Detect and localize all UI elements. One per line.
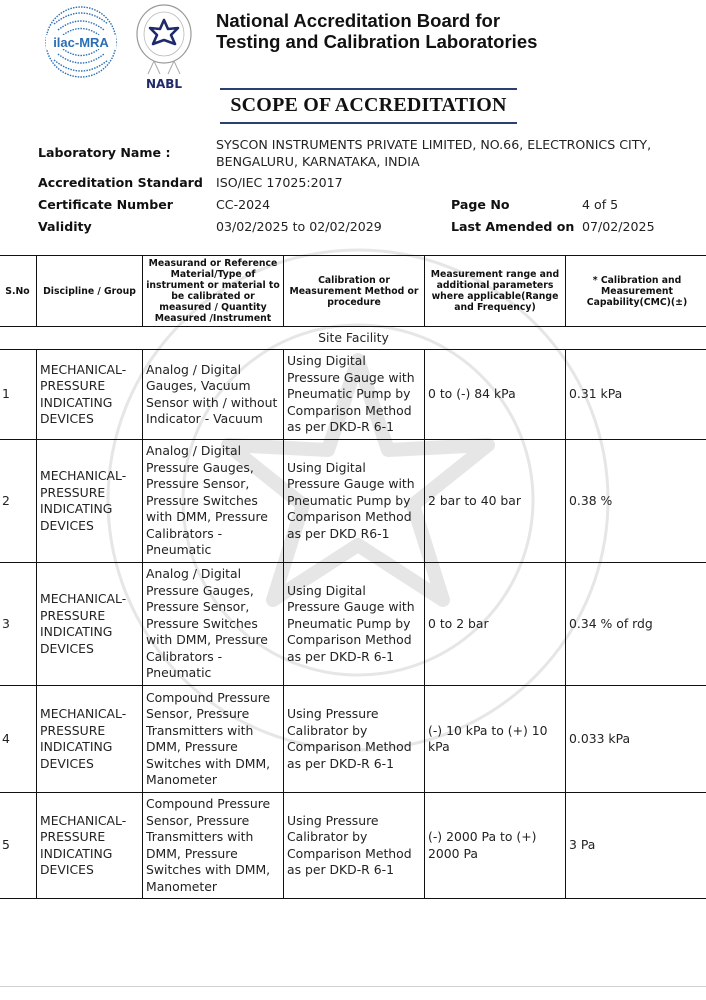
table-row (0, 440, 706, 563)
ilac-mra-logo-icon (44, 4, 118, 80)
footer-divider (0, 986, 706, 987)
accreditation-standard-value: ISO/IEC 17025:2017 (216, 175, 343, 190)
cell-method: Using Pressure Calibrator by Comparison Method as per DKD-R 6-1 (284, 793, 425, 899)
cell-measurand: Compound Pressure Sensor, Pressure Transmitters with DMM, Pressure Switches with DMM, Manometer (143, 686, 284, 793)
cell-measurand: Analog / Digital Pressure Gauges, Pressure Sensor, Pressure Switches with DMM, Pressure Calibrators - Pneumatic (143, 563, 284, 686)
laboratory-name-value (216, 136, 651, 170)
cell-measurand: Compound Pressure Sensor, Pressure Transmitters with DMM, Pressure Switches with DMM, Manometer (143, 793, 284, 899)
nabl-logo-icon (132, 4, 196, 90)
section-row (0, 327, 706, 350)
cell-method: Using Digital Pressure Gauge with Pneumatic Pump by Comparison Method as per DKD-R 6-1 (284, 563, 425, 686)
table-row (0, 563, 706, 686)
cell-range: (-) 10 kPa to (+) 10 kPa (425, 686, 566, 793)
cell-cmc: 0.38 % (566, 440, 706, 563)
laboratory-name-line2: BENGALURU, KARNATAKA, INDIA (216, 154, 420, 169)
cell-range: 0 to 2 bar (425, 563, 566, 686)
cell-sno: 4 (0, 686, 37, 793)
cell-sno: 2 (0, 440, 37, 563)
cell-cmc: 0.31 kPa (566, 350, 706, 440)
cell-cmc: 0.033 kPa (566, 686, 706, 793)
organization-title-line1: National Accreditation Board for (216, 10, 501, 31)
certificate-number-value: CC-2024 (216, 197, 271, 212)
cell-measurand: Analog / Digital Gauges, Vacuum Sensor with / without Indicator - Vacuum (143, 350, 284, 440)
section-site-facility: Site Facility (0, 327, 706, 350)
page-number-label: Page No (451, 197, 510, 212)
cell-discipline: MECHANICAL- PRESSURE INDICATING DEVICES (37, 563, 143, 686)
header-method: Calibration or Measurement Method or procedure (284, 256, 425, 327)
cell-range: 0 to (-) 84 kPa (425, 350, 566, 440)
cell-discipline: MECHANICAL- PRESSURE INDICATING DEVICES (37, 350, 143, 440)
table-row (0, 793, 706, 899)
scope-table (0, 255, 706, 899)
validity-label: Validity (38, 219, 92, 234)
cell-method: Using Digital Pressure Gauge with Pneumatic Pump by Comparison Method as per DKD R6-1 (284, 440, 425, 563)
table-header-row (0, 256, 706, 327)
header-range: Measurement range and additional parameters where applicable(Range and Frequency) (425, 256, 566, 327)
cell-range: (-) 2000 Pa to (+) 2000 Pa (425, 793, 566, 899)
certificate-number-label: Certificate Number (38, 197, 173, 212)
organization-title (216, 10, 537, 52)
cell-sno: 3 (0, 563, 37, 686)
table-row (0, 350, 706, 440)
cell-method: Using Digital Pressure Gauge with Pneumatic Pump by Comparison Method as per DKD-R 6-1 (284, 350, 425, 440)
cell-sno: 1 (0, 350, 37, 440)
header-cmc: * Calibration and Measurement Capability(CMC)(±) (566, 256, 706, 327)
cell-measurand: Analog / Digital Pressure Gauges, Pressure Sensor, Pressure Switches with DMM, Pressure Calibrators - Pneumatic (143, 440, 284, 563)
laboratory-name-label: Laboratory Name : (38, 145, 171, 160)
cell-cmc: 0.34 % of rdg (566, 563, 706, 686)
cell-discipline: MECHANICAL- PRESSURE INDICATING DEVICES (37, 793, 143, 899)
last-amended-label: Last Amended on (451, 219, 575, 234)
ilac-mra-logo (44, 4, 118, 80)
last-amended-value: 07/02/2025 (582, 219, 655, 234)
organization-title-line2: Testing and Calibration Laboratories (216, 31, 538, 52)
cell-method: Using Pressure Calibrator by Comparison Method as per DKD-R 6-1 (284, 686, 425, 793)
laboratory-name-line1: SYSCON INSTRUMENTS PRIVATE LIMITED, NO.66, ELECTRONICS CITY, (216, 137, 652, 152)
page-number-value: 4 of 5 (582, 197, 619, 212)
cell-sno: 5 (0, 793, 37, 899)
cell-range: 2 bar to 40 bar (425, 440, 566, 563)
accreditation-standard-label: Accreditation Standard (38, 175, 203, 190)
validity-value: 03/02/2025 to 02/02/2029 (216, 219, 382, 234)
header-discipline: Discipline / Group (37, 256, 143, 327)
header-sno: S.No (0, 256, 37, 327)
table-row (0, 686, 706, 793)
scope-title: SCOPE OF ACCREDITATION (230, 94, 507, 116)
cell-discipline: MECHANICAL- PRESSURE INDICATING DEVICES (37, 686, 143, 793)
nabl-logo-text: NABL (145, 77, 183, 90)
ilac-logo-text: ilac-MRA (53, 35, 109, 50)
cell-cmc: 3 Pa (566, 793, 706, 899)
header-measurand: Measurand or Reference Material/Type of instrument or material to be calibrated or measured / Quantity Measured /Instrument (143, 256, 284, 327)
scope-heading-box (220, 88, 517, 124)
cell-discipline: MECHANICAL- PRESSURE INDICATING DEVICES (37, 440, 143, 563)
nabl-logo (132, 4, 196, 90)
